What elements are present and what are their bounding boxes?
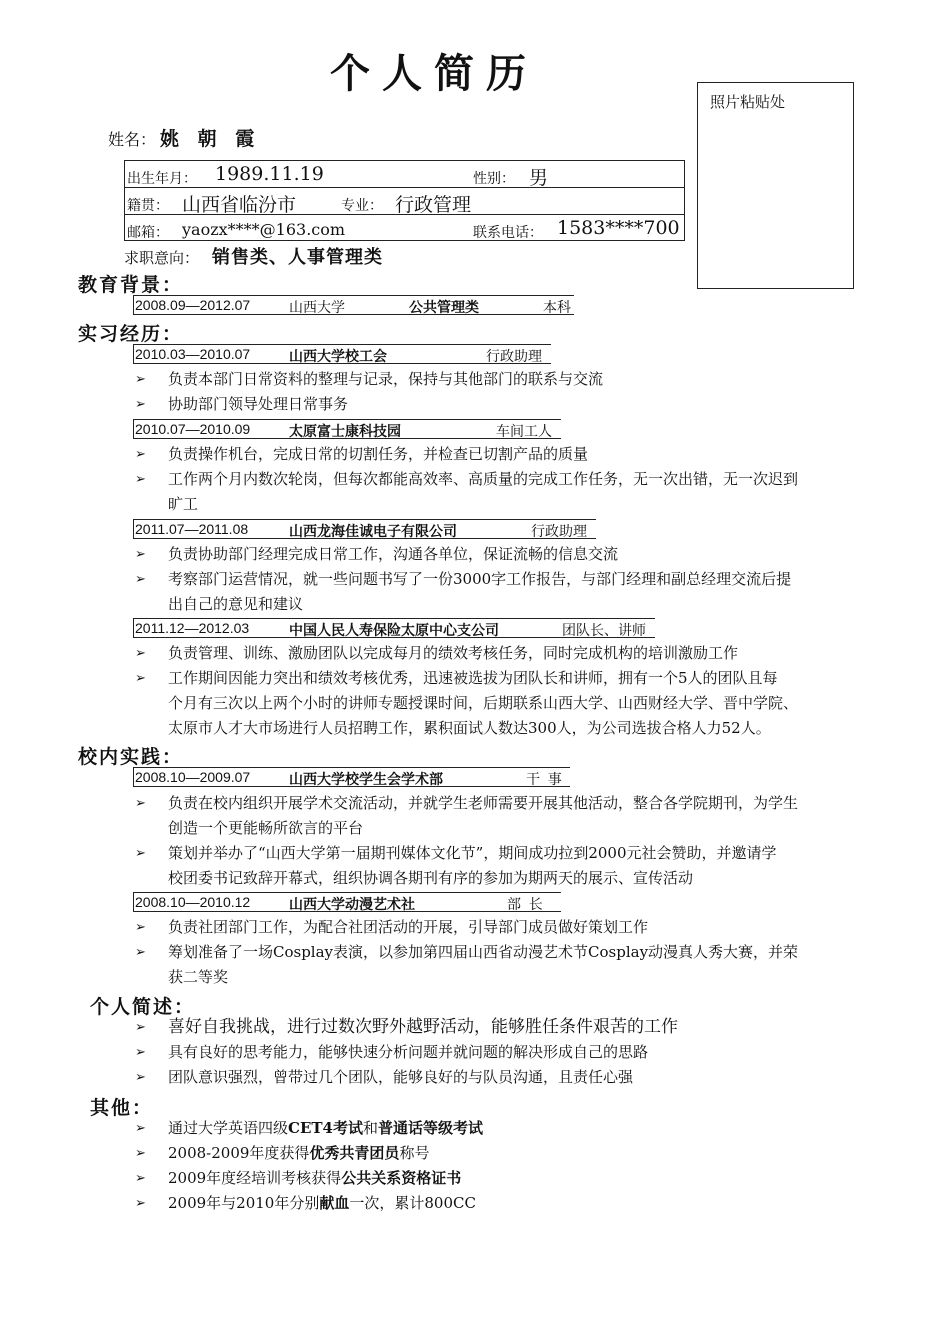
info-row-origin bbox=[125, 188, 684, 215]
education-row bbox=[133, 295, 574, 315]
objective-label: 求职意向： bbox=[124, 249, 200, 267]
bullet-arrow-icon: ➢ bbox=[135, 572, 146, 587]
birth-label: 出生年月： bbox=[127, 171, 197, 187]
section-title-others: 其他： bbox=[90, 1097, 154, 1119]
job-org: 山西龙海佳诚电子有限公司 bbox=[289, 523, 457, 539]
job-header bbox=[133, 892, 561, 912]
job-dates: 2011.07—2011.08 bbox=[135, 521, 249, 537]
section-title-campus: 校内实践： bbox=[78, 746, 184, 768]
bullet-arrow-icon: ➢ bbox=[135, 397, 146, 412]
job-header bbox=[133, 419, 561, 439]
email-label: 邮箱： bbox=[127, 225, 169, 241]
job-dates: 2008.10—2010.12 bbox=[135, 894, 251, 910]
education-school: 山西大学 bbox=[289, 299, 345, 315]
photo-placeholder-box bbox=[697, 82, 854, 289]
bullet-arrow-icon: ➢ bbox=[135, 472, 146, 487]
info-row-contact bbox=[125, 215, 684, 242]
bullet-arrow-icon: ➢ bbox=[135, 1070, 146, 1085]
job-header bbox=[133, 519, 596, 539]
origin-label: 籍贯： bbox=[127, 198, 169, 214]
job-header bbox=[133, 344, 551, 364]
photo-placeholder-label: 照片粘贴处 bbox=[710, 93, 786, 111]
page-title: 个人简历 bbox=[330, 51, 538, 97]
bullet-arrow-icon: ➢ bbox=[135, 920, 146, 935]
phone-value: 1583****700 bbox=[557, 217, 680, 239]
section-title-education: 教育背景： bbox=[78, 274, 184, 296]
job-role: 部 长 bbox=[507, 896, 543, 912]
job-role: 行政助理 bbox=[486, 348, 542, 364]
bullet-arrow-icon: ➢ bbox=[135, 671, 146, 686]
bullet-arrow-icon: ➢ bbox=[135, 1121, 146, 1136]
job-org: 山西大学动漫艺术社 bbox=[289, 896, 415, 912]
bullet-arrow-icon: ➢ bbox=[135, 1196, 146, 1211]
section-title-profile: 个人简述： bbox=[90, 996, 196, 1018]
job-dates: 2010.07—2010.09 bbox=[135, 421, 251, 437]
origin-value: 山西省临汾市 bbox=[182, 194, 297, 216]
job-header bbox=[133, 767, 570, 787]
section-title-internship: 实习经历： bbox=[78, 323, 184, 345]
objective-value: 销售类、人事管理类 bbox=[212, 247, 383, 268]
bullet-arrow-icon: ➢ bbox=[135, 447, 146, 462]
job-dates: 2011.12—2012.03 bbox=[135, 620, 250, 636]
gender-label: 性别： bbox=[473, 171, 515, 187]
job-org: 太原富士康科技园 bbox=[289, 423, 401, 439]
info-row-birth bbox=[125, 161, 684, 188]
bullet-arrow-icon: ➢ bbox=[135, 372, 146, 387]
job-dates: 2008.10—2009.07 bbox=[135, 769, 251, 785]
major-value: 行政管理 bbox=[395, 194, 472, 216]
job-role: 行政助理 bbox=[531, 523, 587, 539]
education-major: 公共管理类 bbox=[409, 299, 479, 315]
job-org: 山西大学校学生会学术部 bbox=[289, 771, 443, 787]
birth-value: 1989.11.19 bbox=[215, 163, 324, 185]
job-role: 干 事 bbox=[526, 771, 562, 787]
education-degree: 本科 bbox=[543, 299, 571, 315]
bullet-arrow-icon: ➢ bbox=[135, 945, 146, 960]
bullet-arrow-icon: ➢ bbox=[135, 796, 146, 811]
bullet-arrow-icon: ➢ bbox=[135, 1171, 146, 1186]
job-role: 团队长、讲师 bbox=[562, 622, 646, 638]
job-dates: 2010.03—2010.07 bbox=[135, 346, 251, 362]
job-org: 山西大学校工会 bbox=[289, 348, 387, 364]
bullet-arrow-icon: ➢ bbox=[135, 547, 146, 562]
bullet-arrow-icon: ➢ bbox=[135, 1020, 146, 1035]
bullet-arrow-icon: ➢ bbox=[135, 646, 146, 661]
job-header bbox=[133, 618, 655, 638]
gender-value: 男 bbox=[529, 167, 549, 189]
job-role: 车间工人 bbox=[496, 423, 552, 439]
job-org: 中国人民人寿保险太原中心支公司 bbox=[289, 622, 499, 638]
personal-info-table bbox=[124, 160, 685, 241]
name-value: 姚 朝 霞 bbox=[160, 128, 261, 150]
bullet-arrow-icon: ➢ bbox=[135, 846, 146, 861]
email-value: yaozx****@163.com bbox=[182, 220, 346, 239]
major-label: 专业： bbox=[341, 198, 383, 214]
name-label: 姓名： bbox=[108, 130, 157, 149]
education-dates: 2008.09—2012.07 bbox=[135, 297, 251, 313]
bullet-arrow-icon: ➢ bbox=[135, 1146, 146, 1161]
phone-label: 联系电话： bbox=[473, 225, 543, 241]
bullet-arrow-icon: ➢ bbox=[135, 1045, 146, 1060]
